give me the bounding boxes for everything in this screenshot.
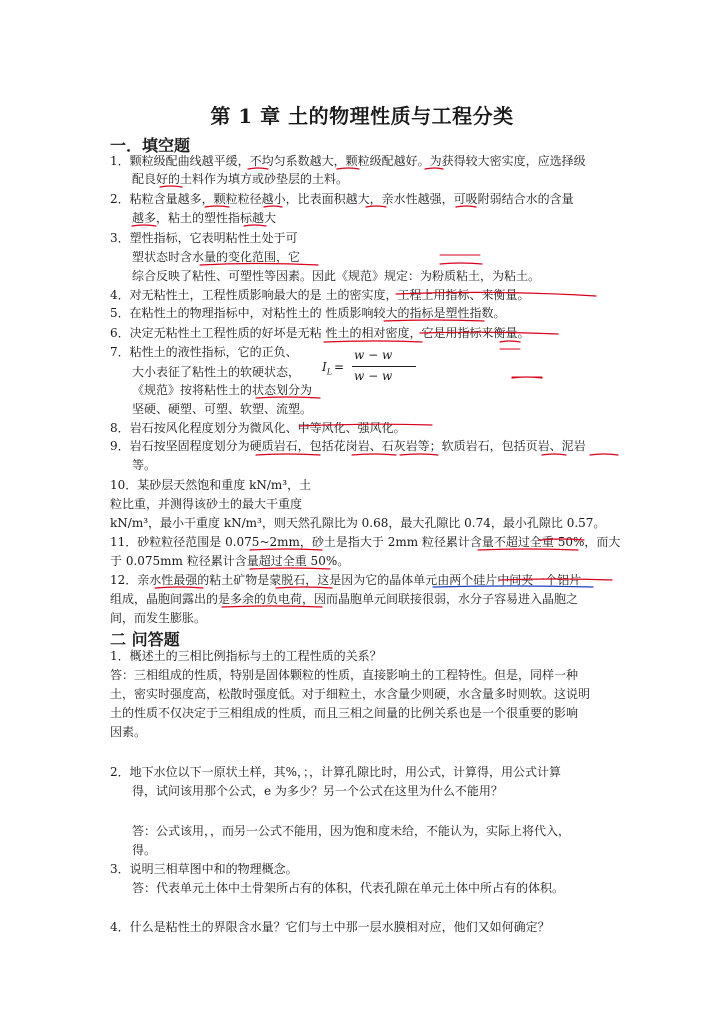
text-line: 8．岩石按风化程度划分为微风化、中等风化、强风化。 bbox=[110, 421, 406, 435]
formula-fraction-bar bbox=[352, 366, 416, 367]
text-line: 粒比重，并测得该砂土的最大干重度 bbox=[110, 497, 303, 511]
text-line: 坚硬、硬塑、可塑、软塑、流塑。 bbox=[132, 402, 313, 416]
text-line: 得。 bbox=[132, 843, 157, 857]
text-line: 等。 bbox=[132, 458, 157, 472]
formula-numerator: w − w bbox=[354, 348, 393, 362]
text-line: 答：三相组成的性质，特别是固体颗粒的性质，直接影响土的工程特性。但是，同样一种 bbox=[110, 668, 579, 682]
text-line: 《规范》按将粘性土的状态划分为 bbox=[132, 383, 313, 397]
text-line: 9．岩石按坚固程度划分为硬质岩石，包括花岗岩、石灰岩等；软质岩石，包括页岩、泥岩 bbox=[110, 439, 586, 453]
underline-mark bbox=[352, 454, 396, 455]
text-line: 3．说明三相草图中和的物理概念。 bbox=[110, 862, 298, 876]
text-line: 土的性质不仅决定于三相组成的性质，而且三相之间量的比例关系也是一个很重要的影响 bbox=[110, 706, 579, 720]
text-line: 得，试问该用那个公式，e 为多少？另一个公式在这里为什么不能用？ bbox=[132, 784, 503, 798]
underline-mark bbox=[324, 341, 422, 342]
text-line: 7．粘性土的液性指标，它的正负、 bbox=[110, 345, 298, 359]
underline-mark bbox=[500, 341, 520, 342]
liquidity-index-formula bbox=[320, 348, 420, 388]
text-line: 4．什么是粘性土的界限含水量？它们与土中那一层水膜相对应，他们又如何确定？ bbox=[110, 920, 550, 934]
text-line: 10．某砂层天然饱和重度 kN/m³，土 bbox=[110, 478, 312, 492]
text-line: 综合反映了粘性、可塑性等因素。因此《规范》规定：为粉质粘土，为粘土。 bbox=[132, 269, 541, 283]
text-line: 塑状态时含水量的变化范围，它 bbox=[132, 250, 301, 264]
text-line: 2．地下水位以下一原状土样，其%，；，计算孔隙比时，用公式，计算得，用公式计算 bbox=[110, 765, 562, 779]
text-line: 5．在粘性土的物理指标中，对粘性土的 性质影响较大的指标是塑性指数。 bbox=[110, 306, 506, 320]
text-line: 因素。 bbox=[110, 725, 147, 739]
text-line: 4．对无粘性土，工程性质影响最大的是 土的密实度，工程上用指标、来衡量。 bbox=[110, 288, 530, 302]
text-line: 11．砂粒粒径范围是 0.075~2mm，砂土是指大于 2mm 粒径累计含量不超过全重 50%，而大 bbox=[110, 535, 620, 549]
formula-equals: = bbox=[334, 360, 345, 374]
section-qa-heading: 二 问答题 bbox=[110, 630, 180, 649]
text-line: 于 0.075mm 粒径累计含量超过全重 50%。 bbox=[110, 554, 350, 568]
text-line: 12．亲水性最强的粘土矿物是蒙脱石，这是因为它的晶体单元由两个硅片中间夹一个铝片 bbox=[110, 573, 582, 587]
formula-denominator: w − w bbox=[354, 369, 393, 383]
text-line: 1．概述土的三相比例指标与土的工程性质的关系？ bbox=[110, 649, 382, 663]
text-line: 2．粘粒含量越多，颗粒粒径越小，比表面积越大，亲水性越强，可吸附弱结合水的含量 bbox=[110, 192, 574, 206]
text-line: 组成，晶胞间露出的是多余的负电荷，因而晶胞单元间联接很弱，水分子容易进入晶胞之 bbox=[110, 592, 579, 606]
section-fill-heading: 一．填空题 bbox=[110, 136, 191, 155]
text-line: 6．决定无粘性土工程性质的好坏是无粘 性土的相对密度，它是用指标来衡量。 bbox=[110, 326, 530, 340]
text-line: 1．颗粒级配曲线越平缓，不均匀系数越大，颗粒级配越好。为获得较大密实度，应选择级 bbox=[110, 154, 586, 168]
text-line: kN/m³，最小干重度 kN/m³，则天然孔隙比为 0.68，最大孔隙比 0.74，最小孔隙比 0.57。 bbox=[110, 516, 606, 530]
text-line: 3．塑性指标，它表明粘性土处于可 bbox=[110, 231, 298, 245]
underline-mark bbox=[542, 454, 566, 455]
text-line: 答：代表单元土体中土骨架所占有的体积，代表孔隙在单元土体中所占有的体积。 bbox=[132, 881, 565, 895]
text-line: 越多，粘土的塑性指标越大 bbox=[132, 211, 277, 225]
underline-mark bbox=[400, 454, 438, 455]
text-line: 大小表征了粘性土的软硬状态， bbox=[132, 365, 301, 379]
text-line: 答：公式该用，，而另一公式不能用，因为饱和度未给，不能认为，实际上将代入， bbox=[132, 824, 571, 838]
underline-mark bbox=[590, 454, 618, 455]
text-line: 土，密实时强度高，松散时强度低。对于细粒土，水含量少则硬，水含量多时则软。这说明 bbox=[110, 687, 591, 701]
formula-lhs: $I_L$ bbox=[322, 360, 333, 377]
text-line: 间，而发生膨胀。 bbox=[110, 611, 207, 625]
text-line: 配良好的土料作为填方或砂垫层的土料。 bbox=[132, 172, 349, 186]
page-title: 第 1 章 土的物理性质与工程分类 bbox=[210, 104, 514, 128]
underline-mark bbox=[256, 454, 320, 455]
